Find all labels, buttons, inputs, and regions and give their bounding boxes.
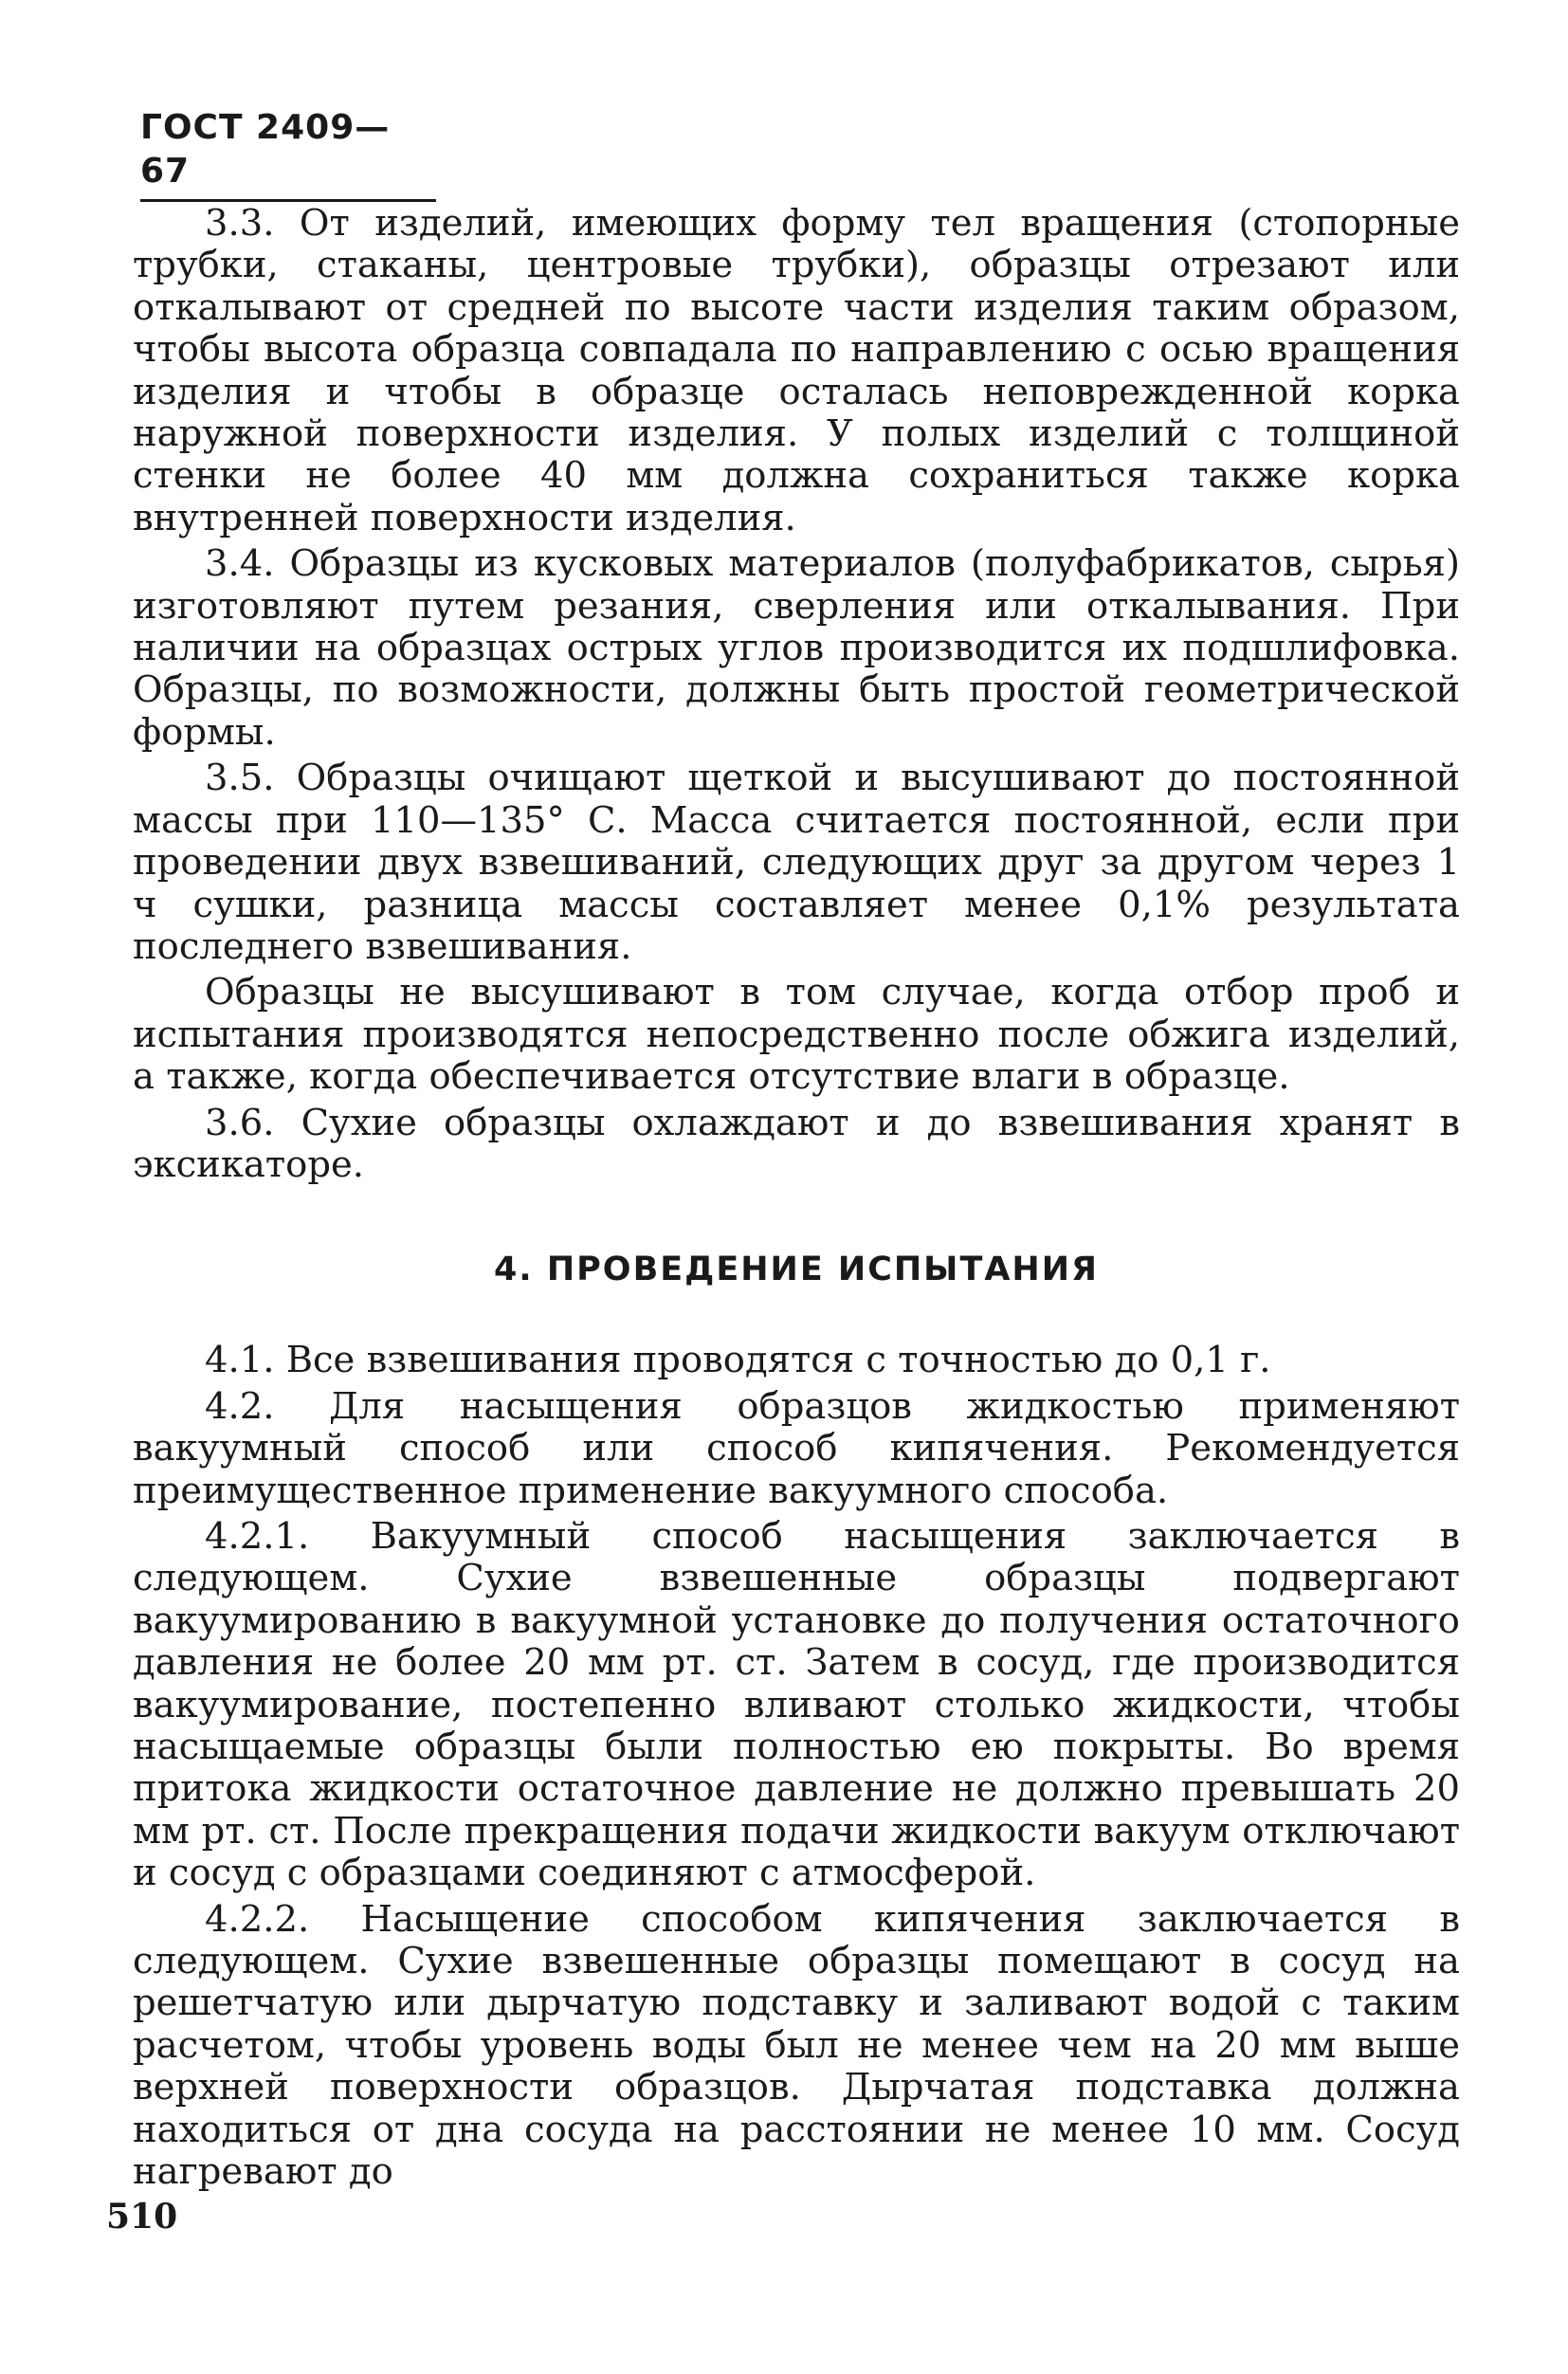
paragraph-3-6: 3.6. Сухие образцы охлаждают и до взвешивания хранят в эксикаторе.	[133, 1101, 1460, 1186]
paragraph-3-3: 3.3. От изделий, имеющих форму тел вращения (стопорные трубки, стаканы, центровые трубки), образцы отрезают или откалывают от средней по высоте части изделия таким образом, чтобы высота образца совпадала по направлению с осью вращения изделия и чтобы в образце осталась неповрежденной корка наружной поверхности изделия. У полых изделий с толщиной стенки не более 40 мм должна сохраниться также корка внутренней поверхности изделия.	[133, 202, 1460, 539]
document-header: ГОСТ 2409—67	[140, 106, 436, 202]
paragraph-4-2-2: 4.2.2. Насыщение способом кипячения заключается в следующем. Сухие взвешенные образцы помещают в сосуд на решетчатую или дырчатую подставку и заливают водой с таким расчетом, чтобы уровень воды был не менее чем на 20 мм выше верхней поверхности образцов. Дырчатая подставка должна находиться от дна сосуда на расстоянии не менее 10 мм. Сосуд нагревают до	[133, 1897, 1460, 2194]
paragraph-3-4: 3.4. Образцы из кусковых материалов (полуфабрикатов, сырья) изготовляют путем резания, сверления или откалывания. При наличии на образцах острых углов производится их подшлифовка. Образцы, по возможности, должны быть простой геометрической формы.	[133, 542, 1460, 754]
paragraph-4-1: 4.1. Все взвешивания проводятся с точностью до 0,1 г.	[205, 1339, 1271, 1382]
paragraph-4-2-1: 4.2.1. Вакуумный способ насыщения заключается в следующем. Сухие взвешенные образцы подвергают вакуумированию в вакуумной установке до получения остаточного давления не более 20 мм рт. ст. Затем в сосуд, где производится вакуумирование, постепенно вливают столько жидкости, чтобы насыщаемые образцы были полностью ею покрыты. Во время притока жидкости остаточное давление не должно превышать 20 мм рт. ст. После прекращения подачи жидкости вакуум отключают и сосуд с образцами соединяют с атмосферой.	[133, 1514, 1460, 1895]
paragraph-3-5: 3.5. Образцы очищают щеткой и высушивают до постоянной массы при 110—135° С. Масса считается постоянной, если при проведении двух взвешиваний, следующих друг за другом через 1 ч сушки, разница массы составляет менее 0,1% результата последнего взвешивания.	[133, 757, 1460, 968]
paragraph-4-2: 4.2. Для насыщения образцов жидкостью применяют вакуумный способ или способ кипячения. Рекомендуется преимущественное применение вакуумного способа.	[133, 1384, 1460, 1512]
section-heading: 4. ПРОВЕДЕНИЕ ИСПЫТАНИЯ	[494, 1251, 1099, 1289]
page-number: 510	[106, 2197, 178, 2237]
paragraph-3-5-note: Образцы не высушивают в том случае, когда отбор проб и испытания производятся непосредственно после обжига изделий, а также, когда обеспечивается отсутствие влаги в образце.	[133, 971, 1460, 1099]
document-body	[133, 203, 1460, 2193]
